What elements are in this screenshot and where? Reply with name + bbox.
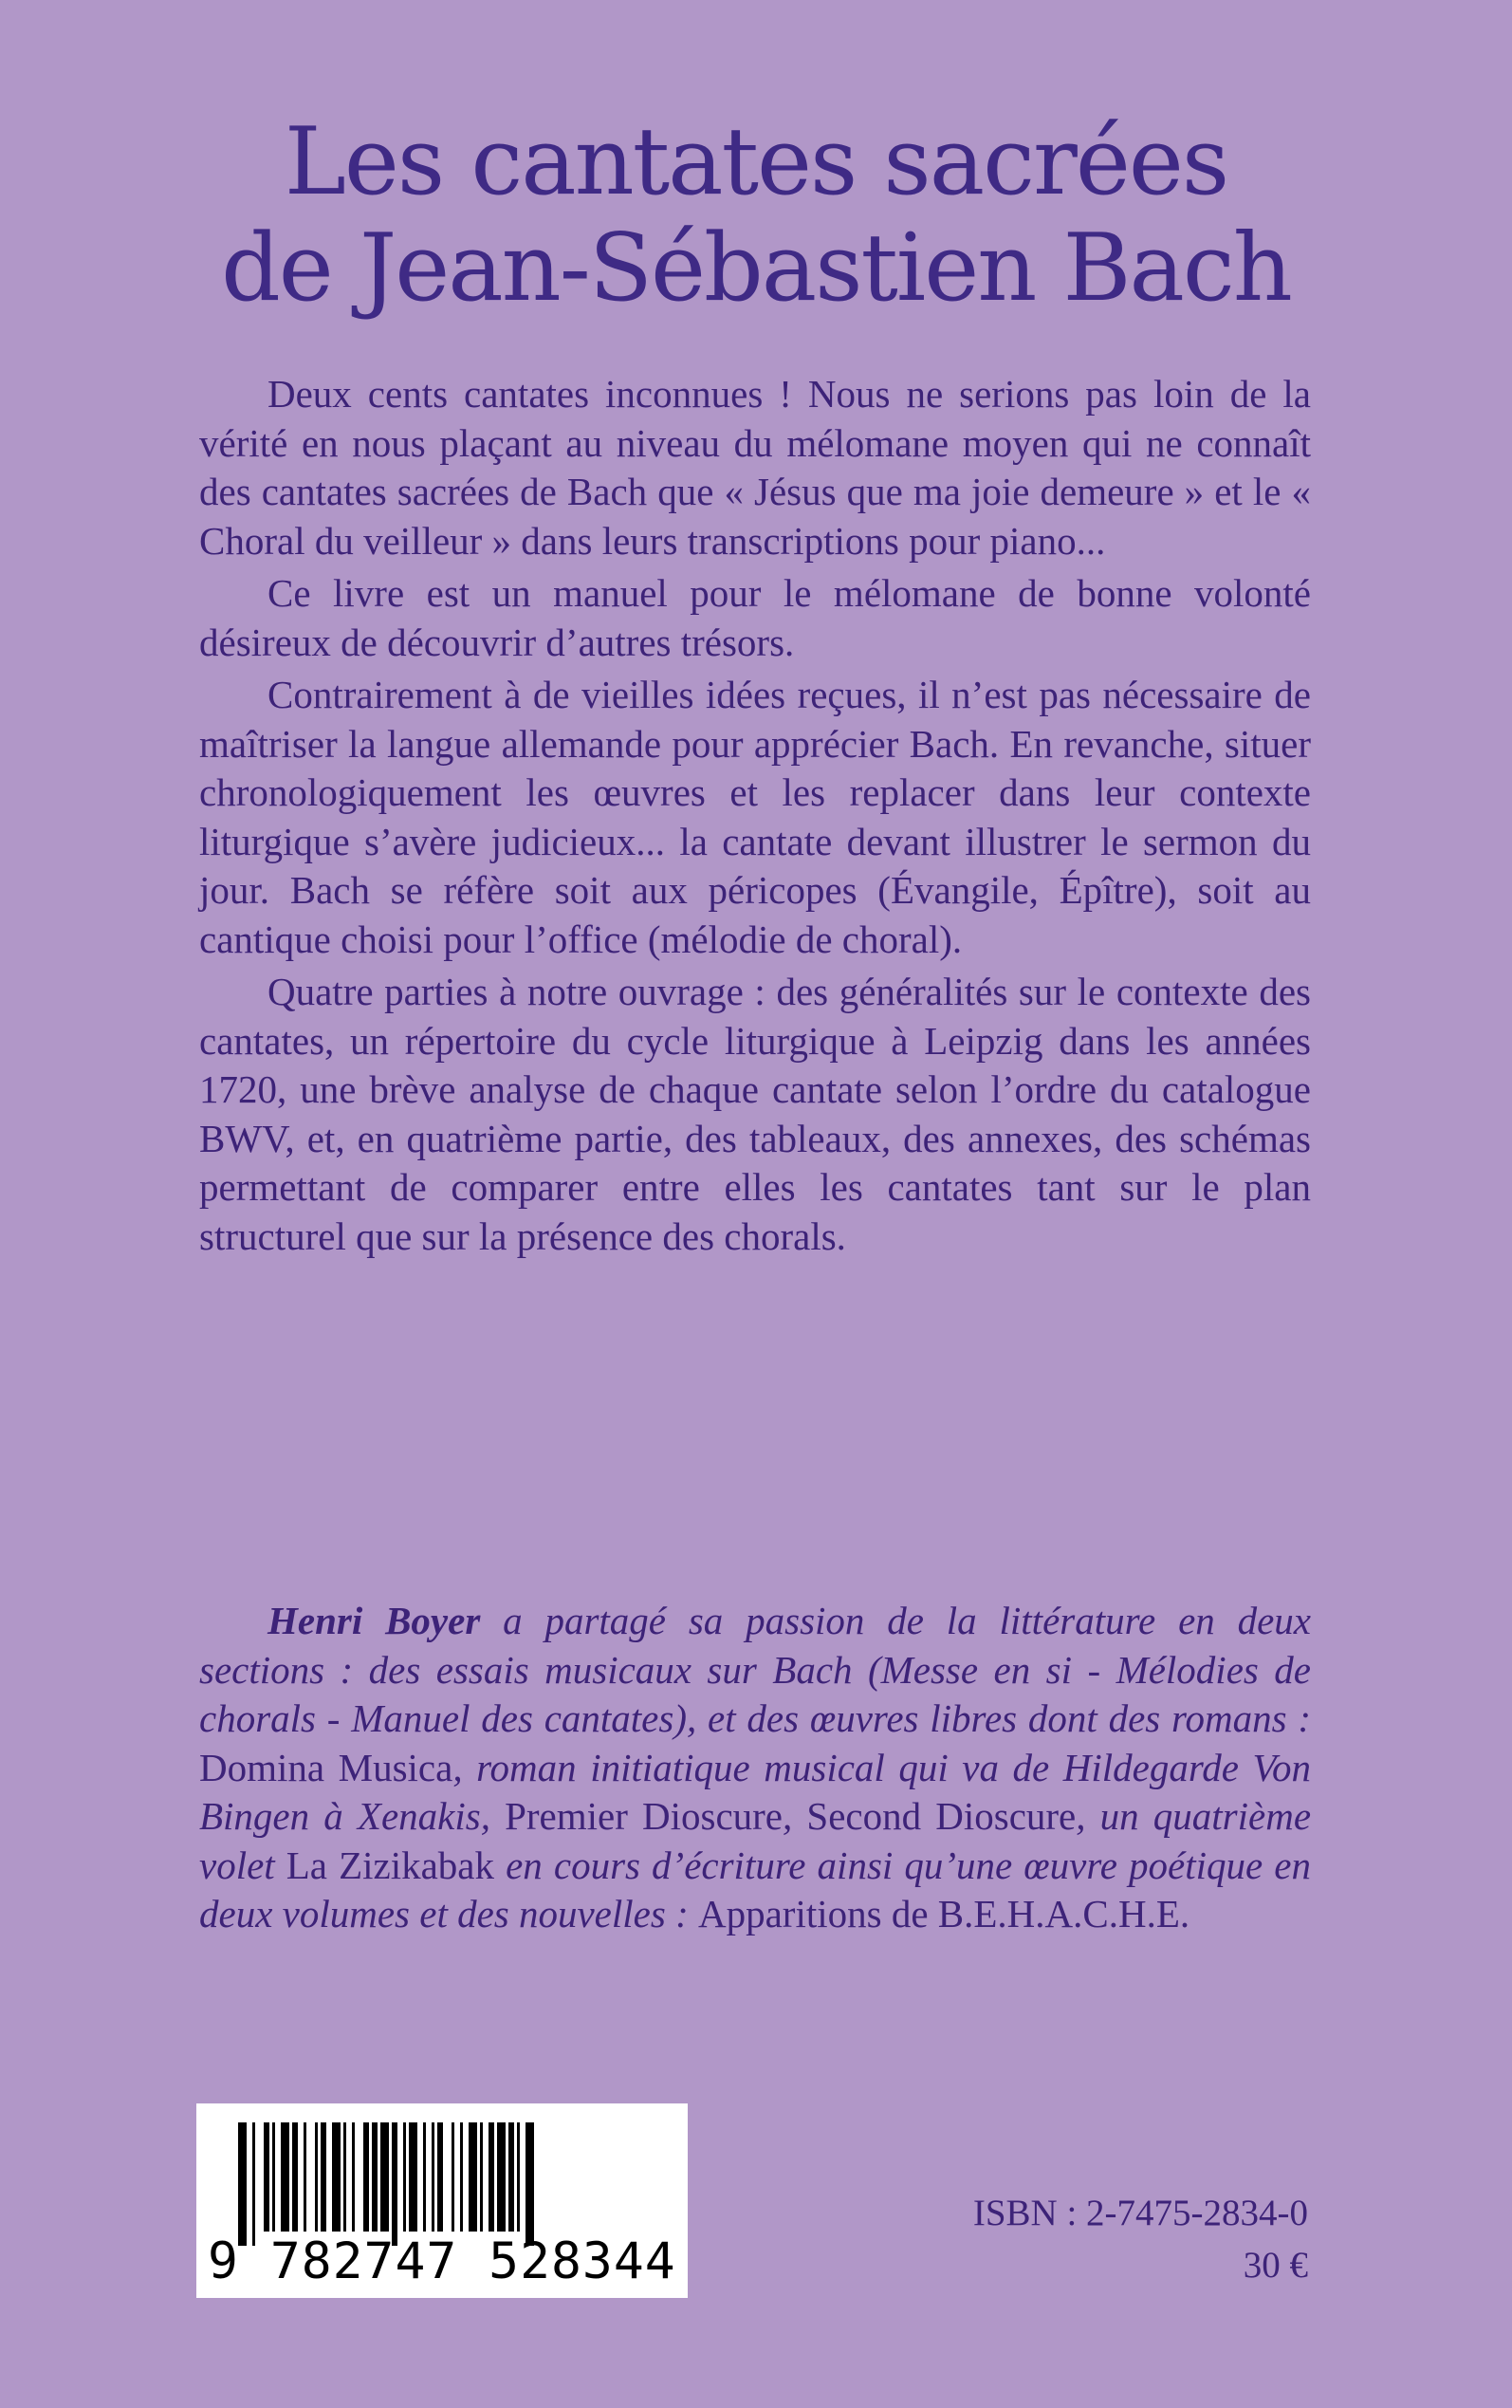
barcode-bar: [526, 2122, 534, 2246]
work-title-3: Second Dioscure: [806, 1794, 1077, 1838]
barcode-bar: [352, 2122, 355, 2232]
barcode-bar: [292, 2122, 298, 2232]
barcode-bar: [437, 2122, 443, 2232]
blurb-paragraph-2: Ce livre est un manuel pour le mélomane de bonne volonté désireux de découvrir d’autres trésors.: [199, 571, 1311, 664]
book-title: [0, 109, 1512, 322]
work-title-4: La Zizikabak: [286, 1843, 495, 1887]
barcode-bar: [480, 2122, 483, 2232]
blurb-paragraph-4: Quatre parties à notre ouvrage : des généralités sur le contexte des cantates, un répertoire du cycle liturgique à Leipzig dans les années 1720, une brève analyse de chaque cantate selon l’ordre du catalogue BWV, et, en quatrième partie, des tableaux, des annexes, des schémas permettant de comparer entre elles les cantates tant sur le plan structurel que sur la présence des chorals.: [199, 970, 1311, 1258]
barcode-bar: [321, 2122, 326, 2232]
barcode-bar: [281, 2122, 289, 2232]
title-line-1: Les cantates sacrées: [284, 108, 1228, 216]
barcode-bar: [392, 2122, 397, 2246]
barcode-bar: [517, 2122, 520, 2232]
barcode-bar: [315, 2122, 318, 2232]
bio-text-1: a partagé sa passion de la littérature en deux sections : des essais musicaux sur Bach (Messe en si - Mélodies de chorals - Manuel des cantates), et des œuvres libres dont des romans :: [199, 1599, 1312, 1740]
isbn: ISBN : 2-7475-2834-0: [972, 2193, 1308, 2233]
barcode-bar: [252, 2122, 255, 2246]
barcode-bar: [409, 2122, 417, 2232]
title-line-2: de Jean-Sébastien Bach: [221, 214, 1291, 323]
barcode-bar: [343, 2122, 346, 2232]
back-cover-blurb: [199, 370, 1311, 1265]
barcode-bar: [272, 2122, 275, 2232]
blurb-paragraph-3: Contrairement à de vieilles idées reçues, il n’est pas nécessaire de maîtriser la langue allemande pour apprécier Bach. En revanche, situer chronologiquement les œuvres et les replacer dans leur contexte liturgique s’avère judicieux... la cantate devant illustrer le sermon du jour. Bach se réfère soit aux péricopes (Évangile, Épître), soit au cantique choisi pour l’office (mélodie de choral).: [199, 673, 1311, 961]
bio-text-3: ,: [783, 1794, 807, 1838]
barcode-bar: [452, 2122, 454, 2232]
work-title-1: Domina Musica: [199, 1745, 453, 1789]
price: 30 €: [1243, 2245, 1308, 2286]
barcode-bar: [372, 2122, 378, 2232]
barcode-bar: [238, 2122, 247, 2246]
barcode-bar: [332, 2122, 341, 2232]
barcode-digits: 9 782747 528344: [208, 2232, 676, 2290]
barcode-bar: [432, 2122, 434, 2232]
barcode: [196, 2103, 688, 2298]
work-title-5: Apparitions de B.E.H.A.C.H.E.: [697, 1892, 1190, 1936]
barcode-bar: [403, 2122, 406, 2232]
barcode-bar: [489, 2122, 494, 2232]
barcode-bar: [423, 2122, 426, 2232]
barcode-bar: [497, 2122, 506, 2232]
bio-text-5: en cours d’écriture ainsi qu’une œuvre poétique en deux volumes et des nouvelles :: [199, 1843, 1311, 1936]
barcode-bar: [380, 2122, 389, 2232]
barcode-bar: [304, 2122, 306, 2232]
barcode-bar: [363, 2122, 369, 2232]
barcode-bar: [460, 2122, 463, 2232]
author-bio: [199, 1597, 1311, 1939]
work-title-2: Premier Dioscure: [505, 1794, 784, 1838]
author-name: Henri Boyer: [267, 1599, 481, 1642]
barcode-bar: [469, 2122, 477, 2232]
barcode-bar: [264, 2122, 269, 2232]
barcode-bar: [508, 2122, 514, 2232]
bio-text-4: , un quatrième volet: [199, 1794, 1312, 1887]
blurb-paragraph-1: Deux cents cantates inconnues ! Nous ne serions pas loin de la vérité en nous plaçant au niveau du mélomane moyen qui ne connaît des cantates sacrées de Bach que « Jésus que ma joie demeure » et le « Choral du veilleur » dans leurs transcriptions pour piano...: [199, 372, 1311, 563]
bio-text-2: , roman initiatique musical qui va de Hildegarde Von Bingen à Xenakis,: [199, 1745, 1311, 1838]
